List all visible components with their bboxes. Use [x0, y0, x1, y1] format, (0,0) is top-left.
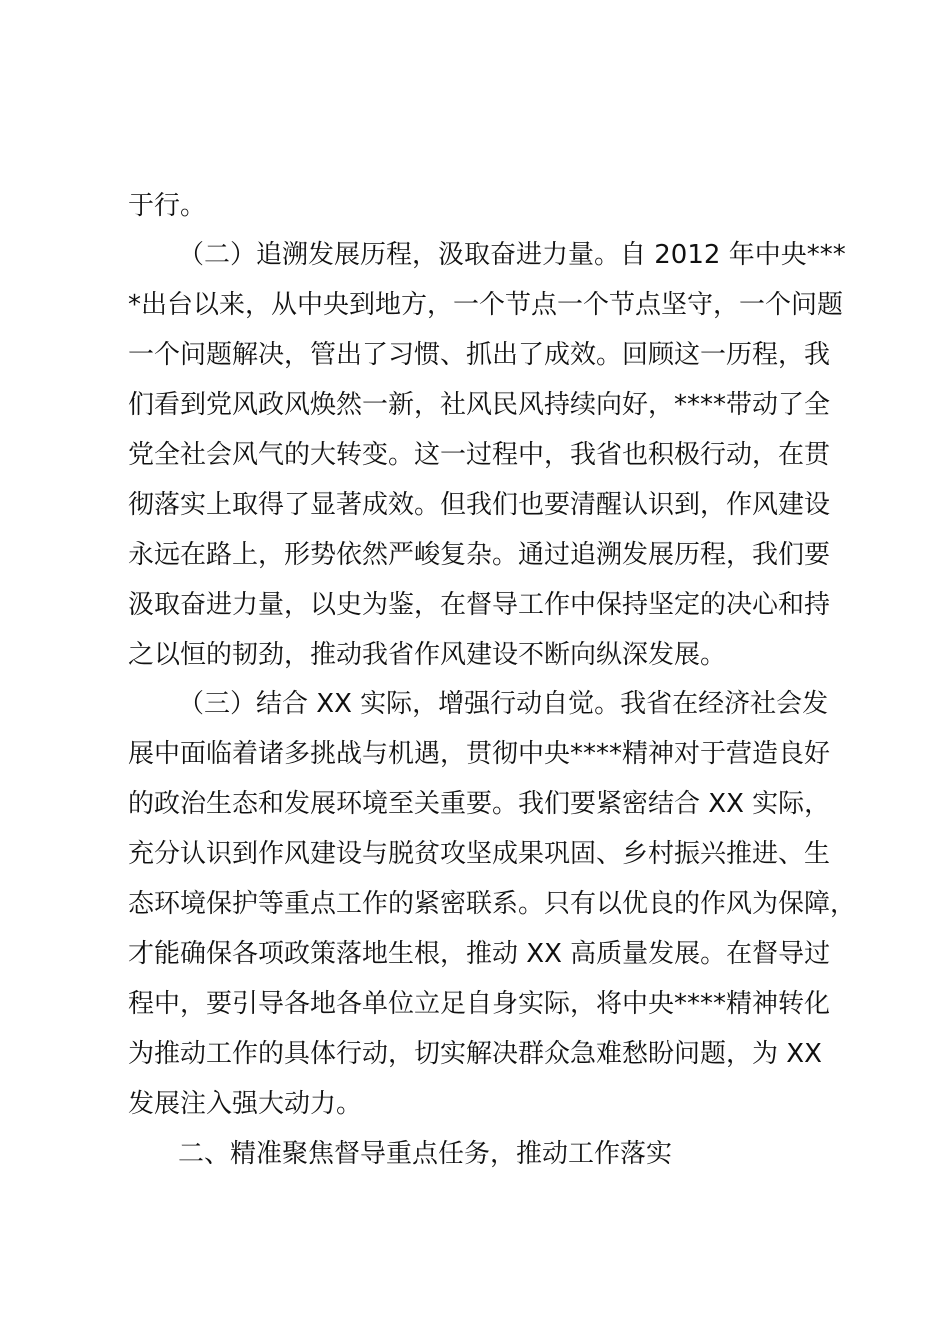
text-line-15: 态环境保护等重点工作的紧密联系。只有以优良的作风为保障， — [128, 889, 857, 919]
text-line-9: 汲取奋进力量，以史为鉴，在督导工作中保持坚定的决心和持 — [128, 590, 831, 620]
text-line-4: 一个问题解决，管出了习惯、抓出了成效。回顾这一历程，我 — [128, 340, 831, 370]
text-line-1: 于行。 — [128, 191, 207, 221]
text-line-13: 的政治生态和发展环境至关重要。我们要紧密结合 XX 实际， — [128, 789, 831, 819]
text-line-18: 为推动工作的具体行动，切实解决群众急难愁盼问题，为 XX — [128, 1039, 822, 1069]
text-line-12: 展中面临着诸多挑战与机遇，贯彻中央****精神对于营造良好 — [128, 739, 831, 769]
text-line-10: 之以恒的韧劲，推动我省作风建设不断向纵深发展。 — [128, 640, 727, 670]
text-line-8: 永远在路上，形势依然严峻复杂。通过追溯发展历程，我们要 — [128, 540, 831, 570]
text-line-14: 充分认识到作风建设与脱贫攻坚成果巩固、乡村振兴推进、生 — [128, 839, 831, 869]
section-heading: 二、精准聚焦督导重点任务，推动工作落实 — [178, 1139, 673, 1169]
text-line-2: （二）追溯发展历程，汲取奋进力量。自 2012 年中央*** — [178, 240, 846, 270]
text-line-16: 才能确保各项政策落地生根，推动 XX 高质量发展。在督导过 — [128, 939, 831, 969]
text-line-11: （三）结合 XX 实际，增强行动自觉。我省在经济社会发 — [178, 689, 829, 719]
text-line-5: 们看到党风政风焕然一新，社风民风持续向好，****带动了全 — [128, 390, 831, 420]
text-line-7: 彻落实上取得了显著成效。但我们也要清醒认识到，作风建设 — [128, 490, 831, 520]
text-line-6: 党全社会风气的大转变。这一过程中，我省也积极行动，在贯 — [128, 440, 831, 470]
text-line-19: 发展注入强大动力。 — [128, 1089, 363, 1119]
text-line-17: 程中，要引导各地各单位立足自身实际，将中央****精神转化 — [128, 989, 831, 1019]
text-line-3: *出台以来，从中央到地方，一个节点一个节点坚守，一个问题 — [128, 290, 844, 320]
